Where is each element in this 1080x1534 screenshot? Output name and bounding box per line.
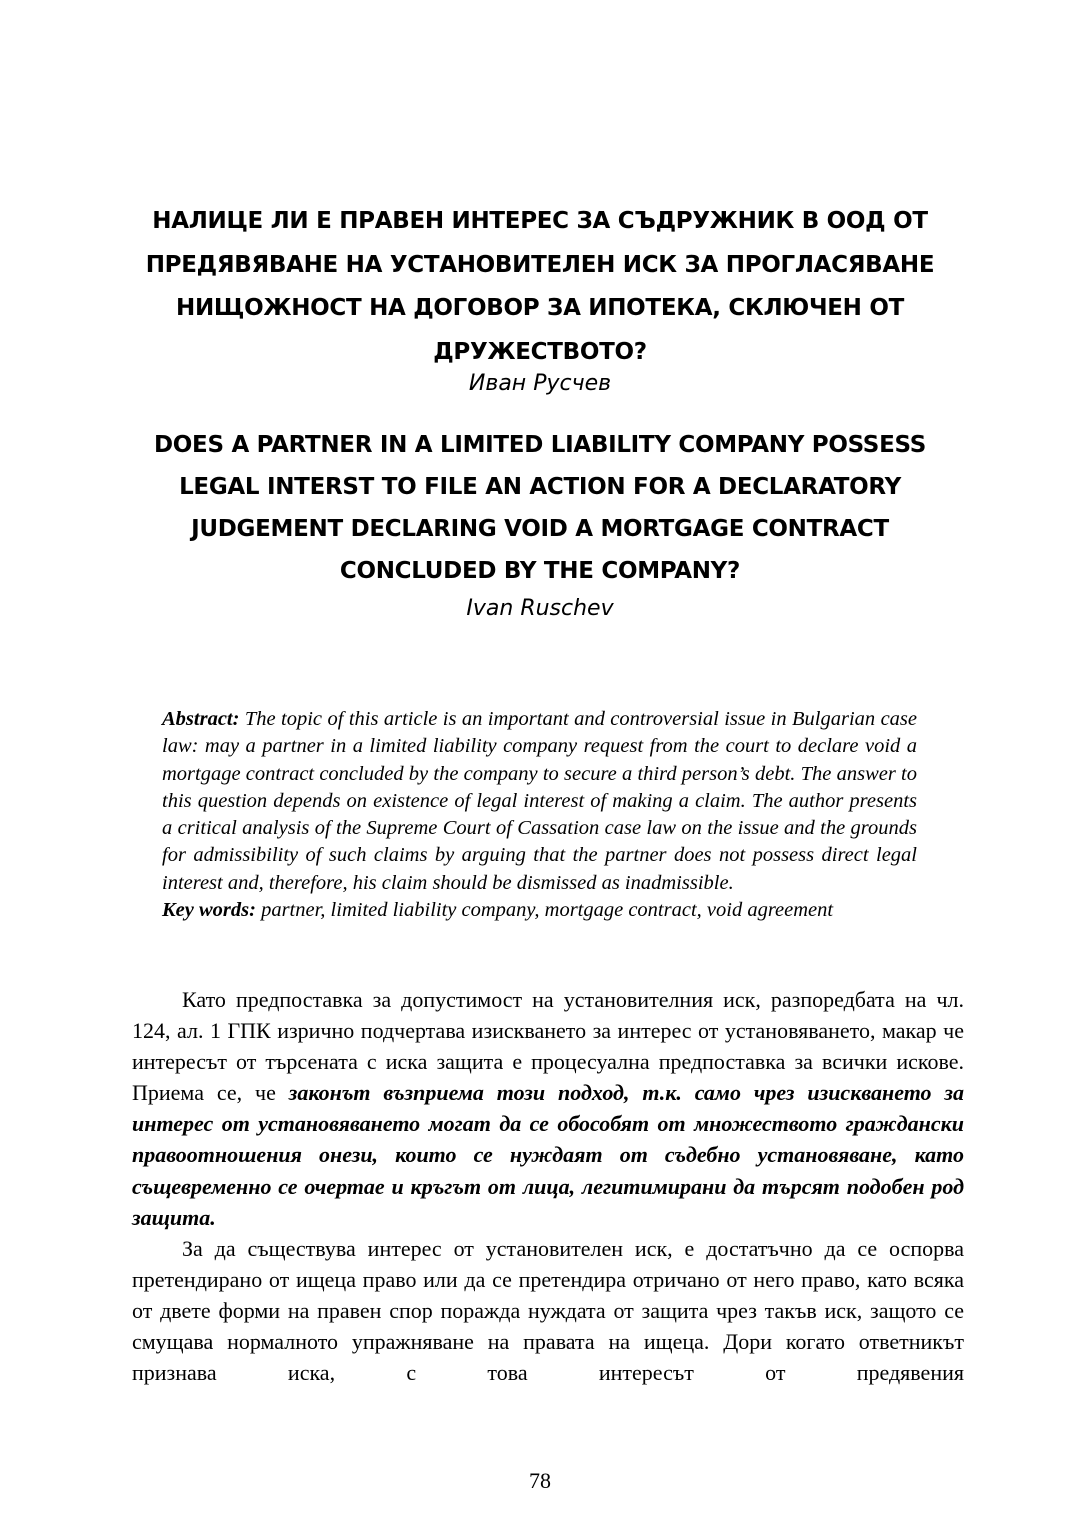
- abstract-block: [162, 706, 917, 924]
- author-name-bulgarian: Иван Русчев: [468, 371, 612, 396]
- paragraph-1-emphasis: законът възприема този подход, т.к. само чрез изискването за интерес от установяването могат да се обособят от множеството граждански правоотношения онези, които се нуждаят от съдебно установяване, като същевременно се очертае и кръгът от лица, легитимирани да търсят подобен род защита.: [132, 1080, 964, 1230]
- article-title-english: DOES A PARTNER IN A LIMITED LIABILITY COMPANY POSSESS LEGAL INTERST TO FILE AN ACTION FOR A DECLARATORY JUDGEMENT DECLARING VOID A MORTGAGE CONTRACT CONCLUDED BY THE COMPANY?: [154, 432, 926, 584]
- abstract-label: Abstract:: [162, 708, 240, 730]
- abstract-text: The topic of this article is an important and controversial issue in Bulgarian case law: may a partner in a limited liability company request from the court to declare void a mortgage contract concluded by the company to secure a third person’s debt. The answer to this question depends on existence of legal interest of making a claim. The author presents a critical analysis of the Supreme Court of Cassation case law on the issue and the grounds for admissibility of such claims by arguing that the partner does not possess direct legal interest and, therefore, his claim should be dismissed as inadmissible.: [162, 708, 917, 894]
- body-paragraph-1: [132, 984, 964, 1233]
- paragraph-1-text: Като предпоставка за допустимост на установителния иск, разпоредбата на чл. 124, ал. 1 ГПК изрично подчертава изискването за интерес от установяването, макар че интересът от търсената с иска защита е процесуална предпоставка за всички искове. Приема се, че: [132, 987, 964, 1106]
- article-title-bulgarian: НАЛИЦЕ ЛИ Е ПРАВЕН ИНТЕРЕС ЗА СЪДРУЖНИК В ООД ОТ ПРЕДЯВЯВАНЕ НА УСТАНОВИТЕЛЕН ИСК ЗА ПРОГЛАСЯВАНЕ НИЩОЖНОСТ НА ДОГОВОР ЗА ИПОТЕКА, СКЛЮЧЕН ОТ ДРУЖЕСТВОТО?: [145, 208, 935, 365]
- page-number: 78: [529, 1468, 551, 1493]
- article-body: [132, 984, 964, 1388]
- keywords-label: Key words:: [162, 899, 256, 922]
- author-name-english: Ivan Ruschev: [466, 596, 614, 621]
- keywords-text: partner, limited liability company, mortgage contract, void agreement: [261, 899, 834, 922]
- body-paragraph-2: За да съществува интерес от установителен иск, е достатъчно да се оспорва претендирано от ищеца право или да се претендира отричано от него право, като всяка от двете форми на правен спор поражда нуждата от защита чрез такъв иск, защото се смущава нормалното упражняване на правата на ищеца. Дори когато ответникът признава иска, с това интересът от предявения: [132, 1235, 964, 1386]
